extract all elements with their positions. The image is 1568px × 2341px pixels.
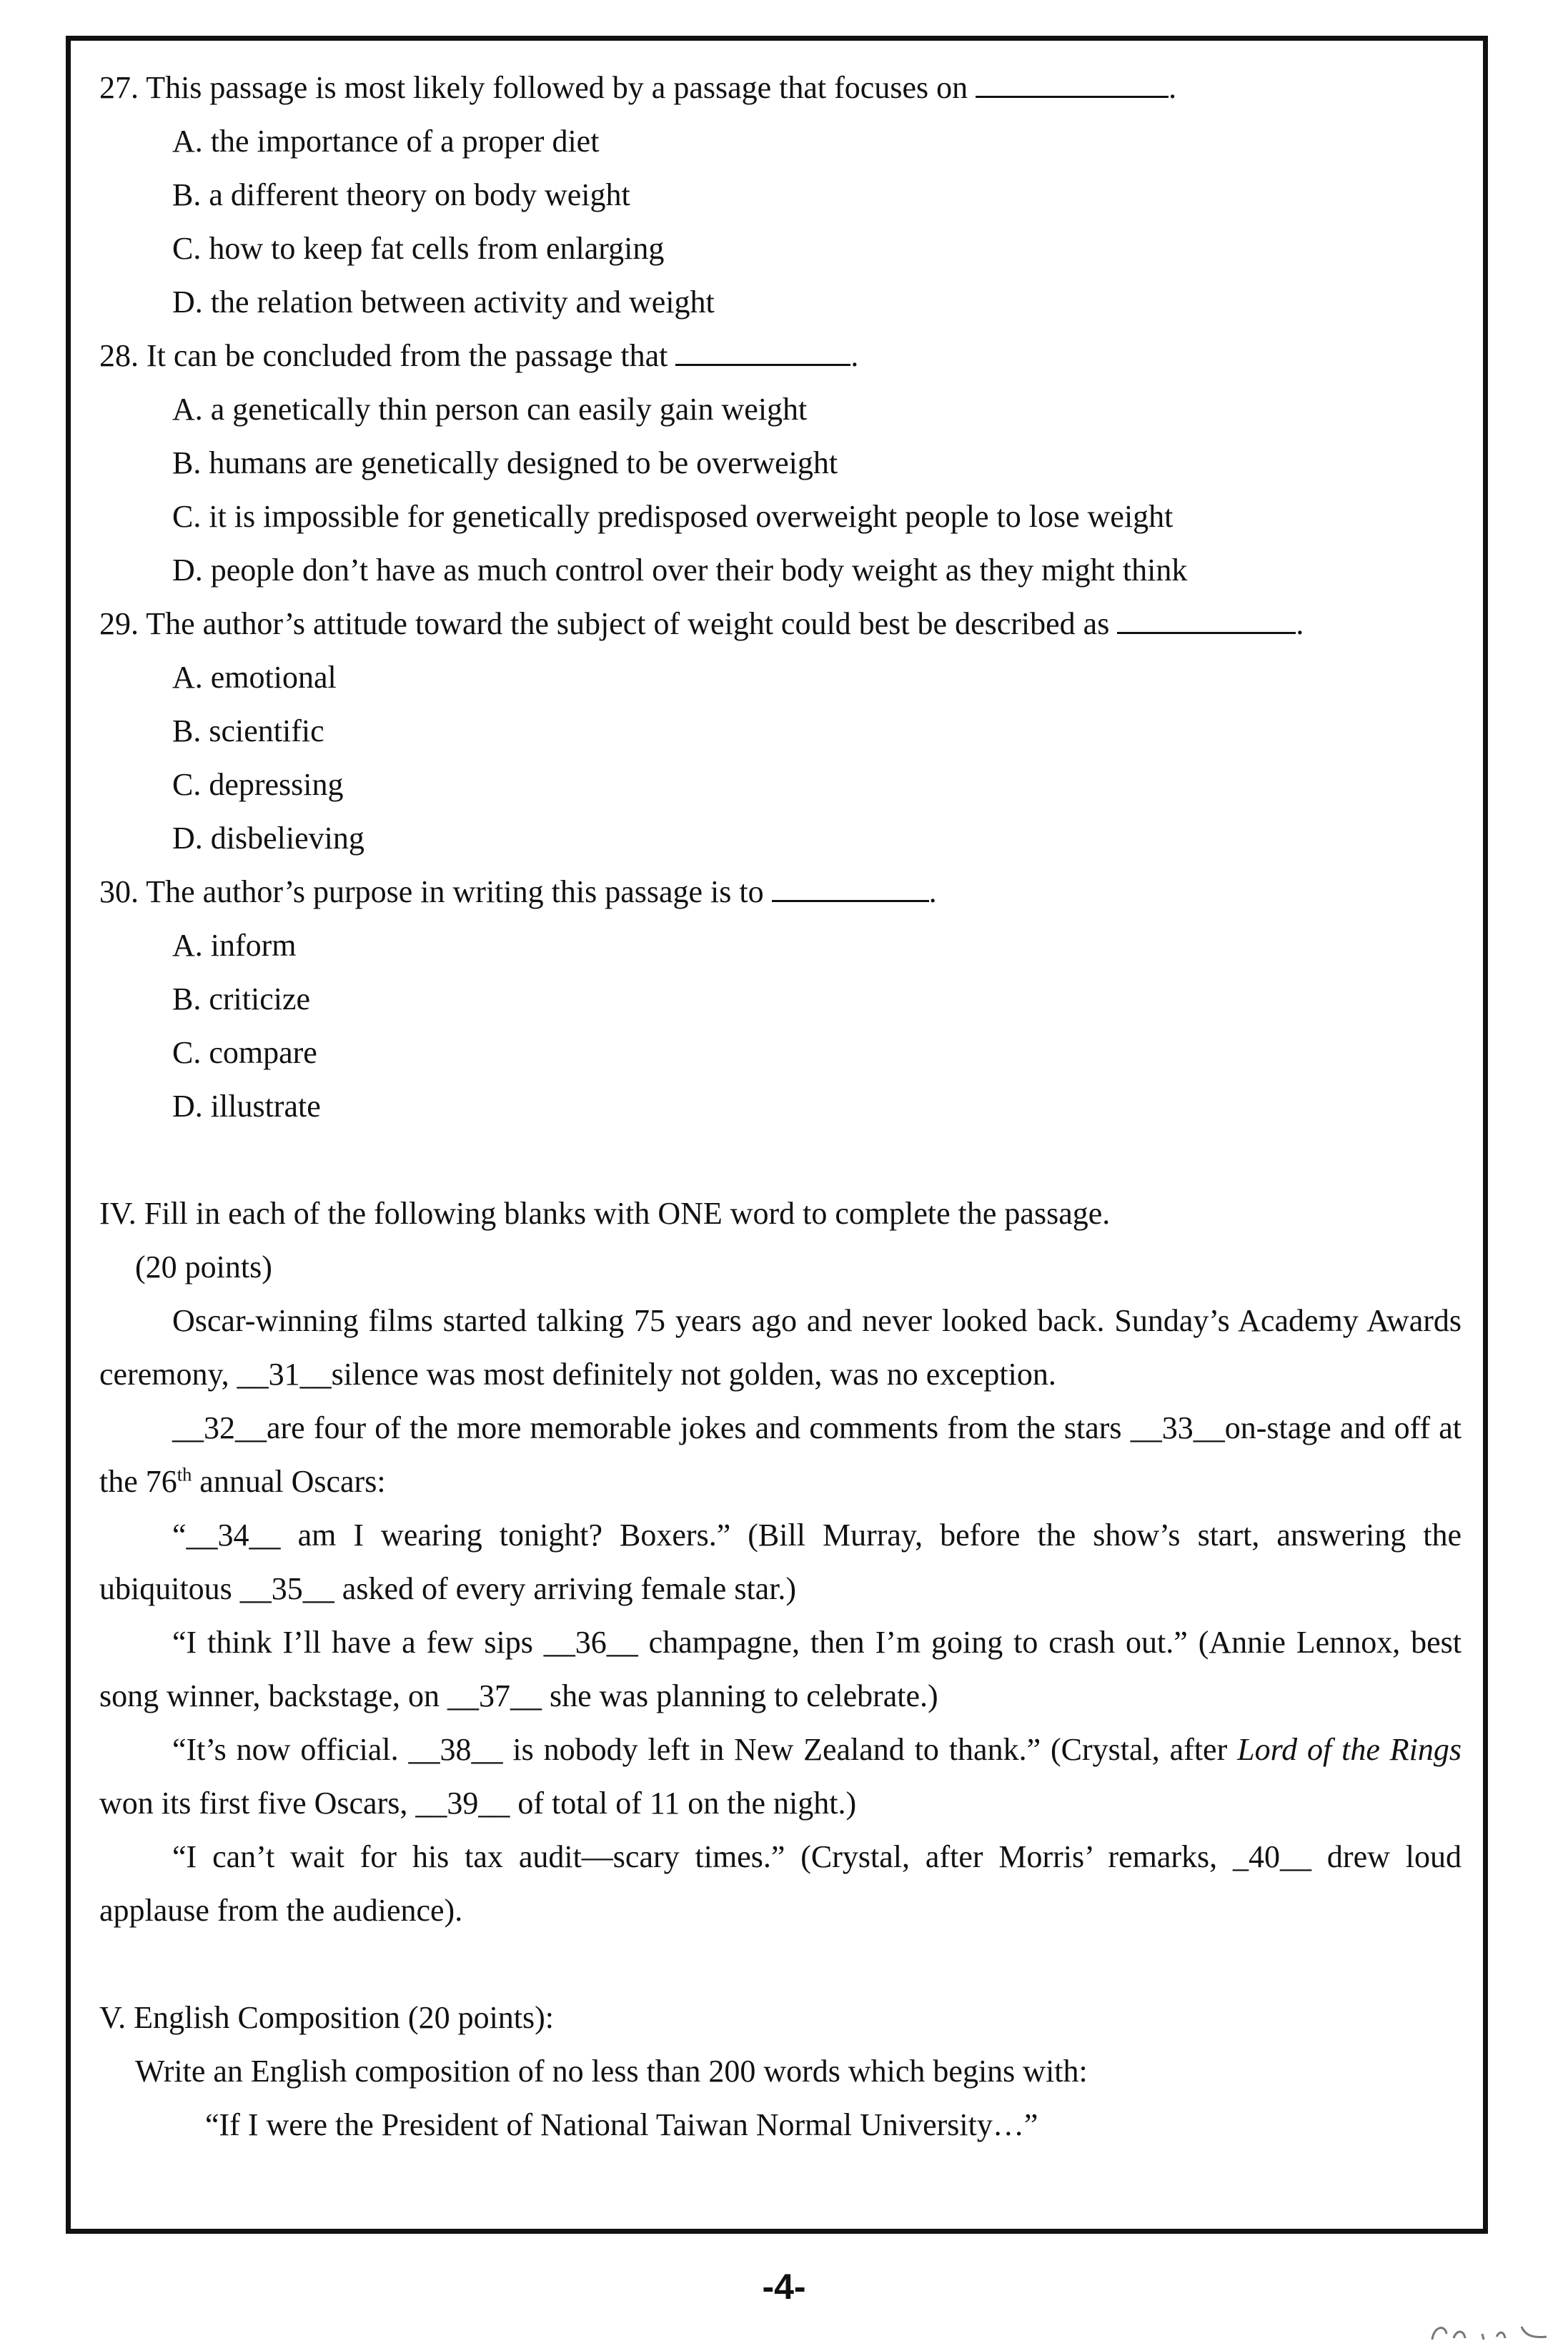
answer-blank bbox=[675, 335, 850, 366]
section-4-heading: IV. Fill in each of the following blanks with ONE word to complete the passage. bbox=[99, 1196, 1111, 1231]
option-30c: C. compare bbox=[172, 1035, 317, 1070]
question-27-stem: 27. This passage is most likely followed by a passage that focuses on bbox=[99, 70, 968, 105]
option-28b: B. humans are genetically designed to be overweight bbox=[172, 445, 838, 480]
option-27a: A. the importance of a proper diet bbox=[172, 124, 600, 159]
option-30b: B. criticize bbox=[172, 981, 311, 1016]
option-28c: C. it is impossible for genetically predisposed overweight people to lose weight bbox=[172, 499, 1173, 534]
passage-paragraph: “I think I’ll have a few sips __36__ champagne, then I’m going to crash out.” (Annie Lennox, best song winner, backstage, on __37__ she was planning to celebrate.) bbox=[99, 1625, 1462, 1713]
passage-paragraph: “It’s now official. __38__ is nobody left in New Zealand to thank.” (Crystal, after Lord of the Rings won its first five Oscars, __39__ of total of 11 on the night.) bbox=[99, 1732, 1462, 1821]
section-5-heading: V. English Composition (20 points): bbox=[99, 2000, 555, 2035]
option-29d: D. disbelieving bbox=[172, 821, 364, 856]
question-30: 30. The author’s purpose in writing this passage is to . bbox=[99, 865, 1462, 919]
composition-prompt: Write an English composition of no less than 200 words which begins with: bbox=[135, 2054, 1088, 2089]
passage-paragraph: “I can’t wait for his tax audit—scary times.” (Crystal, after Morris’ remarks, _40__ drew loud applause from the audience). bbox=[99, 1839, 1462, 1928]
option-29b: B. scientific bbox=[172, 713, 324, 748]
section-4-points: (20 points) bbox=[135, 1249, 272, 1285]
answer-blank bbox=[772, 871, 929, 902]
question-29: 29. The author’s attitude toward the subject of weight could best be described as . bbox=[99, 597, 1462, 650]
passage-paragraph: __32__are four of the more memorable jokes and comments from the stars __33__on-stage and off at the 76th annual Oscars: bbox=[99, 1410, 1462, 1499]
handwritten-mark-icon bbox=[1404, 2305, 1568, 2341]
option-29a: A. emotional bbox=[172, 660, 337, 695]
passage-paragraph: Oscar-winning films started talking 75 years ago and never looked back. Sunday’s Academy Awards ceremony, __31__silence was most definitely not golden, was no exception. bbox=[99, 1303, 1462, 1392]
page-number: -4- bbox=[762, 2267, 806, 2307]
question-28-stem: 28. It can be concluded from the passage that bbox=[99, 338, 668, 373]
exam-frame bbox=[66, 36, 1488, 2234]
question-27: 27. This passage is most likely followed by a passage that focuses on . bbox=[99, 61, 1462, 114]
exam-content bbox=[99, 61, 1462, 2152]
option-30d: D. illustrate bbox=[172, 1089, 321, 1124]
answer-blank bbox=[976, 67, 1168, 98]
question-29-stem: 29. The author’s attitude toward the subject of weight could best be described as bbox=[99, 606, 1110, 641]
option-28d: D. people don’t have as much control over their body weight as they might think bbox=[172, 553, 1188, 588]
option-27c: C. how to keep fat cells from enlarging bbox=[172, 231, 665, 266]
option-30a: A. inform bbox=[172, 928, 297, 963]
option-29c: C. depressing bbox=[172, 767, 344, 802]
option-27b: B. a different theory on body weight bbox=[172, 177, 630, 212]
question-30-stem: 30. The author’s purpose in writing this passage is to bbox=[99, 874, 764, 909]
answer-blank bbox=[1117, 603, 1296, 634]
passage-paragraph: “__34__ am I wearing tonight? Boxers.” (Bill Murray, before the show’s start, answering the ubiquitous __35__ asked of every arriving female star.) bbox=[99, 1518, 1462, 1606]
option-27d: D. the relation between activity and weight bbox=[172, 284, 715, 320]
composition-opening-quote: “If I were the President of National Taiwan Normal University…” bbox=[205, 2107, 1038, 2142]
option-28a: A. a genetically thin person can easily gain weight bbox=[172, 392, 808, 427]
question-28: 28. It can be concluded from the passage that . bbox=[99, 329, 1462, 382]
